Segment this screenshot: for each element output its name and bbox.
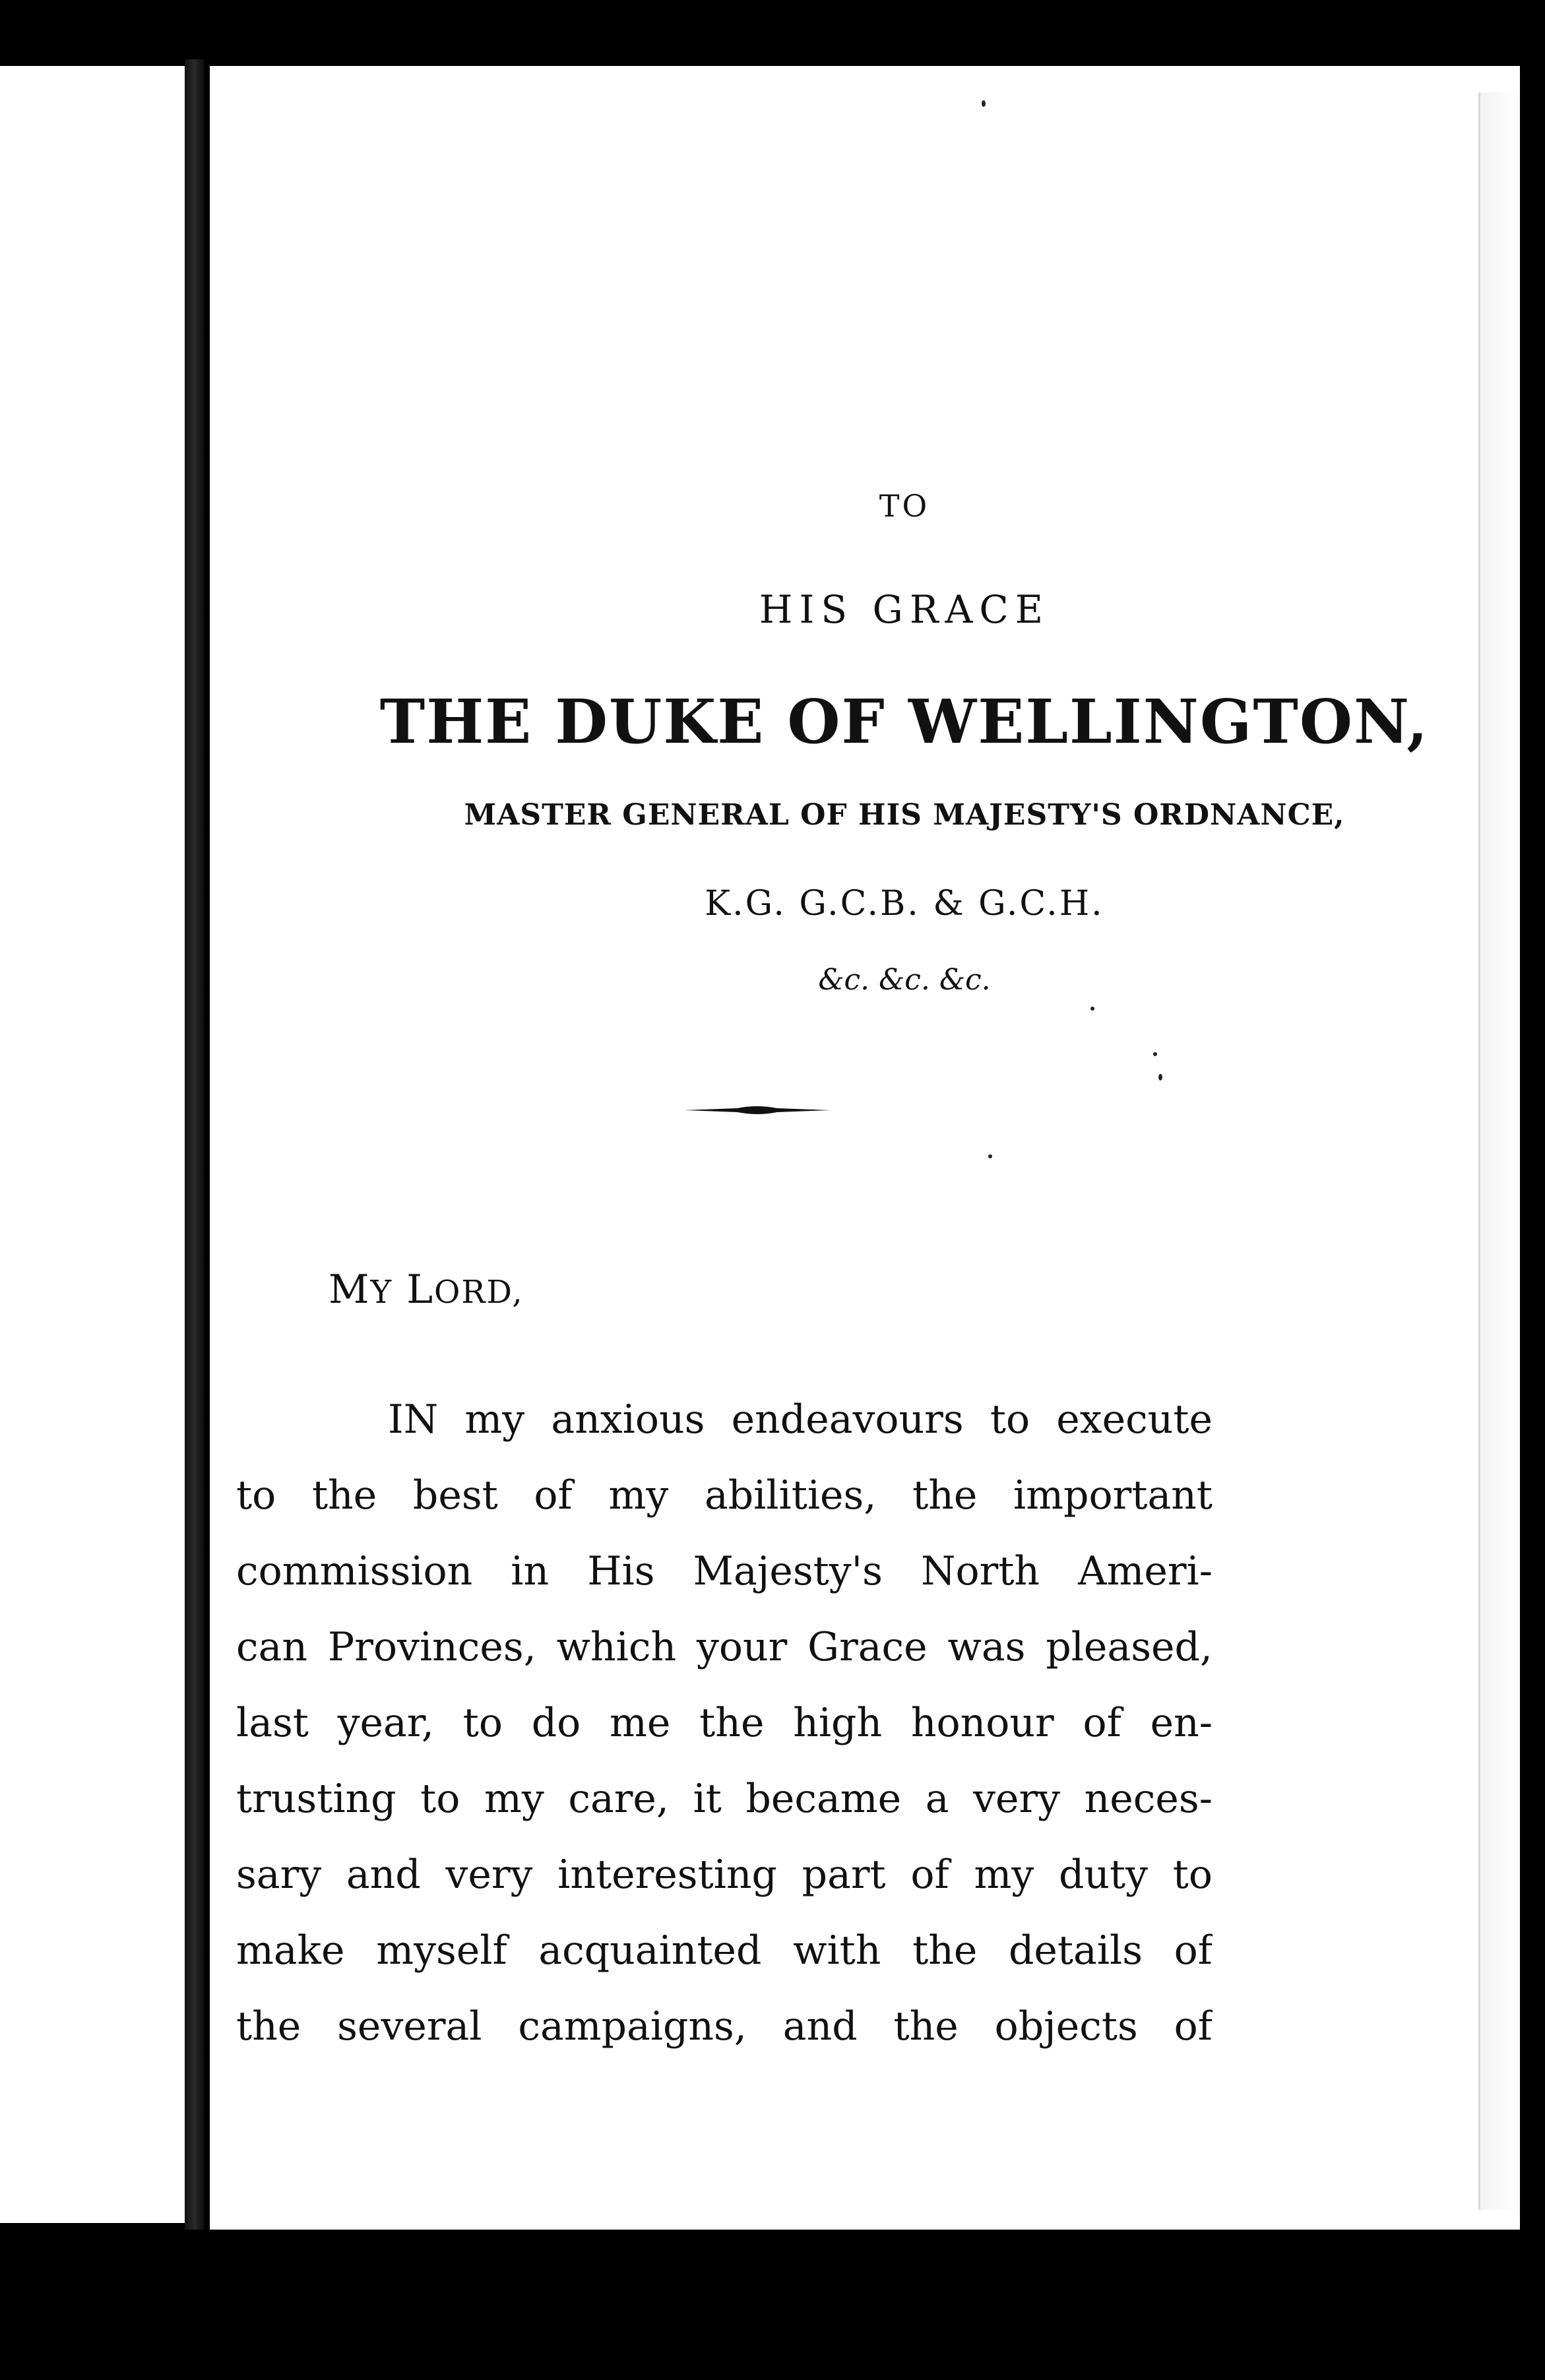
dedication-orders: K.G. G.C.B. & G.C.H. xyxy=(705,884,1104,924)
letter-line: can Provinces, which your Grace was pleased, xyxy=(236,1624,1213,1670)
right-page xyxy=(210,66,1520,2230)
letter-line: IN my anxious endeavours to execute xyxy=(388,1396,1213,1443)
dedication-page xyxy=(210,66,1520,2230)
letter-line: make myself acquainted with the details of xyxy=(236,1927,1213,1974)
dedication-title: THE DUKE OF WELLINGTON, xyxy=(379,686,1430,757)
letter-line: to the best of my abilities, the important xyxy=(236,1472,1213,1519)
letter-line: trusting to my care, it became a very neces- xyxy=(236,1776,1213,1822)
salutation-initial-l: L xyxy=(406,1267,435,1313)
specks-icon xyxy=(988,1154,992,1158)
specks-icon xyxy=(1090,1007,1094,1011)
salutation-small-ord: ORD, xyxy=(434,1274,524,1311)
dedication-his-grace: HIS GRACE xyxy=(759,587,1050,632)
letter-line: the several campaigns, and the objects of xyxy=(236,2003,1213,2050)
book-gutter xyxy=(185,59,205,2230)
letter-line: last year, to do me the high honour of en- xyxy=(236,1700,1213,1746)
specks-icon xyxy=(1158,1074,1162,1080)
left-page xyxy=(0,66,185,2223)
salutation-small-y: Y xyxy=(370,1274,393,1311)
dedication-etc: &c. &c. &c. xyxy=(818,963,991,997)
dedication-office: MASTER GENERAL OF HIS MAJESTY'S ORDNANCE, xyxy=(464,798,1345,832)
letter-line: commission in His Majesty's North Ameri- xyxy=(236,1548,1213,1594)
specks-icon xyxy=(1153,1052,1157,1056)
salutation xyxy=(329,1267,524,1313)
dedication-to: TO xyxy=(879,488,930,524)
letter-line: sary and very interesting part of my duty to xyxy=(236,1852,1213,1898)
salutation-initial-m: M xyxy=(329,1267,371,1313)
specks-icon xyxy=(982,100,986,107)
ornament-divider-icon xyxy=(685,1100,830,1120)
letter-body xyxy=(236,1382,1213,2065)
